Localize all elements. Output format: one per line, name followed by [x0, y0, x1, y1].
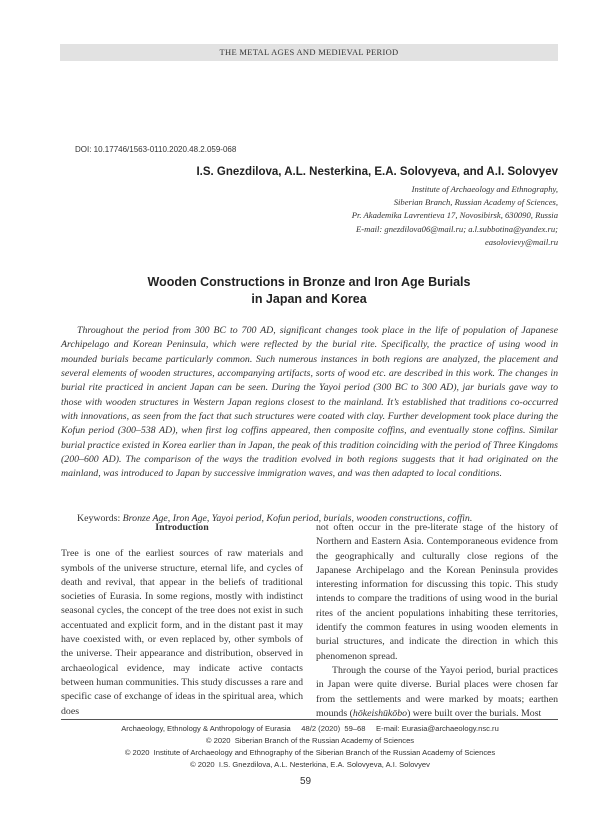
affiliation — [352, 183, 558, 249]
affiliation-line: Pr. Akademika Lavrentieva 17, Novosibirsk, 630090, Russia — [351, 210, 558, 221]
paragraph: not often occur in the pre-literate stage of the history of Northern and Eastern Asia. Contemporaneous evidence from the geographically and culturally close regions of the Japanese Archipelago and the Korean Peninsula provides interesting information for discussing this topic. This study intends to compare the traditions of using wood in the burial rites of the ancient populations inhabiting these territories, identify the common features in using wooden elements in burial structures, and indicate the direction in which this phenomenon spread. — [316, 522, 558, 662]
affiliation-email: easolovievy@mail.ru — [484, 236, 558, 247]
title-line: Wooden Constructions in Bronze and Iron Age Burials — [147, 275, 471, 289]
copyright-line: © 2020 Siberian Branch of the Russian Academy of Sciences — [205, 736, 415, 745]
page-number: 59 — [299, 776, 312, 787]
authors: I.S. Gnezdilova, A.L. Nesterkina, E.A. Solovyeva, and A.I. Solovyev — [196, 166, 558, 178]
paragraph — [316, 664, 558, 721]
journal-info: Archaeology, Ethnology & Anthropology of Eurasia 48/2 (2020) 59–68 E-mail: Eurasia@archaeology.nsc.ru — [121, 724, 499, 733]
paragraph-text: ) were built over the burials. Most — [407, 707, 542, 719]
keywords-value: Bronze Age, Iron Age, Yayoi period, Kofun period, burials, wooden constructions, coffin. — [122, 513, 473, 524]
section-title: THE METAL AGES AND MEDIEVAL PERIOD — [219, 47, 399, 57]
right-column — [316, 521, 558, 721]
left-column — [61, 521, 303, 719]
abstract: Throughout the period from 300 BC to 700 AD, significant changes took place in the life of population of Japanese Archipelago and Korean Peninsula, which were reflected by the burial rite. Specifically, the practice of using wood in mounded burials became particularly common. Such numerous instances in both regions are analyzed, the placement and several elements of wooden structures, accompanying artifacts, sorts of wood etc. are described in this work. The changes in burial rite practiced in ancient Japan can be seen. During the Yayoi period (300 BC to 300 AD), jar burials gave way to those with wooden structures in Western Japan regions closest to the mainland. It’s established that traditions co-occurred with innovations, as seen from the fact that such structures were coated with clay. Further development took place during the Kofun period (300–538 AD), when first log coffins appeared, then composite coffins, and eventually stone coffins. Similar burial practice existed in Korea earlier than in Japan, the peak of this tradition coinciding with the period of Three Kingdoms (200–600 AD). The comparison of the ways the tradition evolved in both regions suggests that it had originated on the mainland, was introduced to Japan by successive immigration waves, and was then adapted to local conditions. — [61, 325, 558, 480]
affiliation-line: Siberian Branch, Russian Academy of Sciences, — [393, 197, 558, 208]
affiliation-line: Institute of Archaeology and Ethnography, — [411, 184, 558, 194]
paper-title — [60, 274, 558, 307]
paragraph-text: Through the course of the Yayoi period, burial practices in Japan were quite diverse. Burial places were chosen far from the settlements and were marked by moats; earthen mounds ( — [316, 664, 558, 719]
keywords-label: Keywords: — [77, 513, 123, 524]
footer — [40, 723, 580, 771]
term: hōkeishūkōbo — [352, 707, 408, 719]
copyright-line: © 2020 I.S. Gnezdilova, A.L. Nesterkina, E.A. Solovyeva, A.I. Solovyev — [190, 760, 430, 769]
copyright-line: © 2020 Institute of Archaeology and Ethnography of the Siberian Branch of the Russian Academy of Sciences — [124, 748, 496, 757]
doi: DOI: 10.17746/1563-0110.2020.48.2.059-068 — [75, 145, 237, 154]
section-heading: Introduction — [155, 522, 209, 533]
footer-divider — [61, 719, 558, 720]
running-header — [60, 44, 558, 61]
title-line: in Japan and Korea — [251, 291, 367, 306]
affiliation-email: E-mail: gnezdilova06@mail.ru; a.l.subbotina@yandex.ru; — [356, 223, 558, 234]
paragraph: Tree is one of the earliest sources of raw materials and symbols of the universe structure, eternal life, and cycles of death and revival, that appear in the beliefs of traditional societies of Eurasia. In some regions, mostly with indistinct seasonal cycles, the concept of the tree does not exist in such accentuated and explicit form, and in the distant past it may have coexisted with, or even replaced by, other symbols of the universe. Their appearance and distribution, observed in archaeological evidence, may indicate active contacts between human communities. This study discusses a rare and specific case of exchange of ideas in the spiritual area, which does — [61, 548, 303, 717]
